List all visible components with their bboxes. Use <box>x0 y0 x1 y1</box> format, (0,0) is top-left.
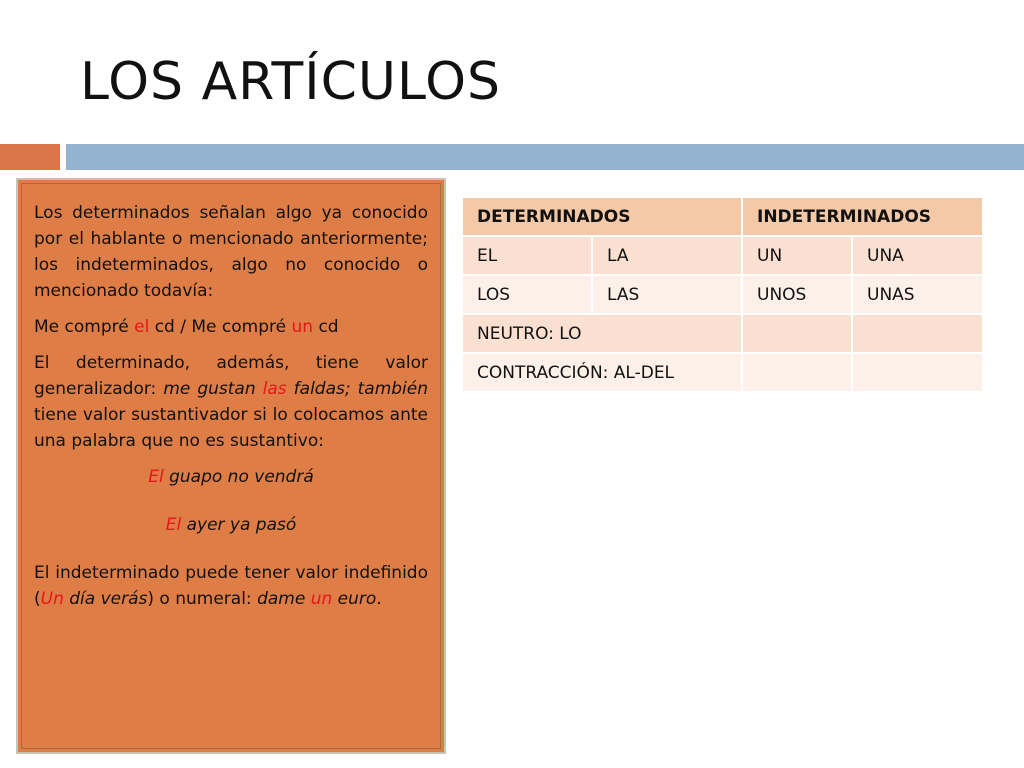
italic-text: ayer ya pasó <box>181 515 297 535</box>
table-cell: LAS <box>592 275 742 314</box>
table-cell: NEUTRO: LO <box>462 314 742 353</box>
paragraph-generalizer <box>34 350 428 454</box>
example-text: cd <box>313 317 339 337</box>
italic-text: guapo no vendrá <box>163 467 314 487</box>
table-cell: EL <box>462 236 592 275</box>
table-cell: LA <box>592 236 742 275</box>
table-row <box>462 236 983 275</box>
explanation-textbox <box>16 178 446 754</box>
paragraph-indefinite <box>34 560 428 612</box>
slide-title: LOS ARTÍCULOS <box>80 52 502 112</box>
table-row <box>462 353 983 392</box>
table-cell <box>742 314 852 353</box>
example-line-2 <box>34 512 428 538</box>
paragraph-definition: Los determinados señalan algo ya conocido por el hablante o mencionado anteriormente; los indeterminados, algo no conocido o mencionado todavía: <box>34 203 428 301</box>
table-cell <box>742 353 852 392</box>
table-cell <box>852 353 983 392</box>
highlight-article: un <box>291 317 314 337</box>
header-determinados: DETERMINADOS <box>462 197 742 236</box>
italic-text: día verás <box>63 589 148 609</box>
table-header-row <box>462 197 983 236</box>
table-cell <box>852 314 983 353</box>
header-indeterminados: INDETERMINADOS <box>742 197 983 236</box>
highlight-article: Un <box>40 589 64 609</box>
table-row <box>462 275 983 314</box>
table-cell: CONTRACCIÓN: AL-DEL <box>462 353 742 392</box>
highlight-article: El <box>165 515 182 535</box>
example-text: cd / Me compré <box>149 317 292 337</box>
italic-text: me gustan <box>163 379 263 399</box>
table-cell: UNOS <box>742 275 852 314</box>
accent-bar-orange <box>0 144 60 170</box>
example-text: Me compré <box>34 317 135 337</box>
italic-text: dame <box>257 589 311 609</box>
articles-table <box>461 196 984 393</box>
table-cell: LOS <box>462 275 592 314</box>
highlight-article: El <box>148 467 164 487</box>
body-text: . <box>376 589 382 609</box>
paragraph-example <box>34 314 428 340</box>
italic-text: euro <box>332 589 377 609</box>
body-text: ) o numeral: <box>147 589 258 609</box>
example-line-1 <box>34 464 428 490</box>
table-cell: UNA <box>852 236 983 275</box>
table-cell: UNAS <box>852 275 983 314</box>
body-text: El determinado, además, tiene valor generalizador: <box>34 353 428 399</box>
table-row <box>462 314 983 353</box>
highlight-article: un <box>310 589 333 609</box>
italic-text: faldas; también <box>286 379 428 399</box>
accent-bar-blue <box>66 144 1024 170</box>
highlight-article: el <box>134 317 150 337</box>
body-text: El indeterminado puede tener valor indefinido ( <box>34 563 428 609</box>
highlight-article: las <box>262 379 287 399</box>
body-text: tiene valor sustantivador si lo colocamos ante una palabra que no es sustantivo: <box>34 405 428 451</box>
table-cell: UN <box>742 236 852 275</box>
